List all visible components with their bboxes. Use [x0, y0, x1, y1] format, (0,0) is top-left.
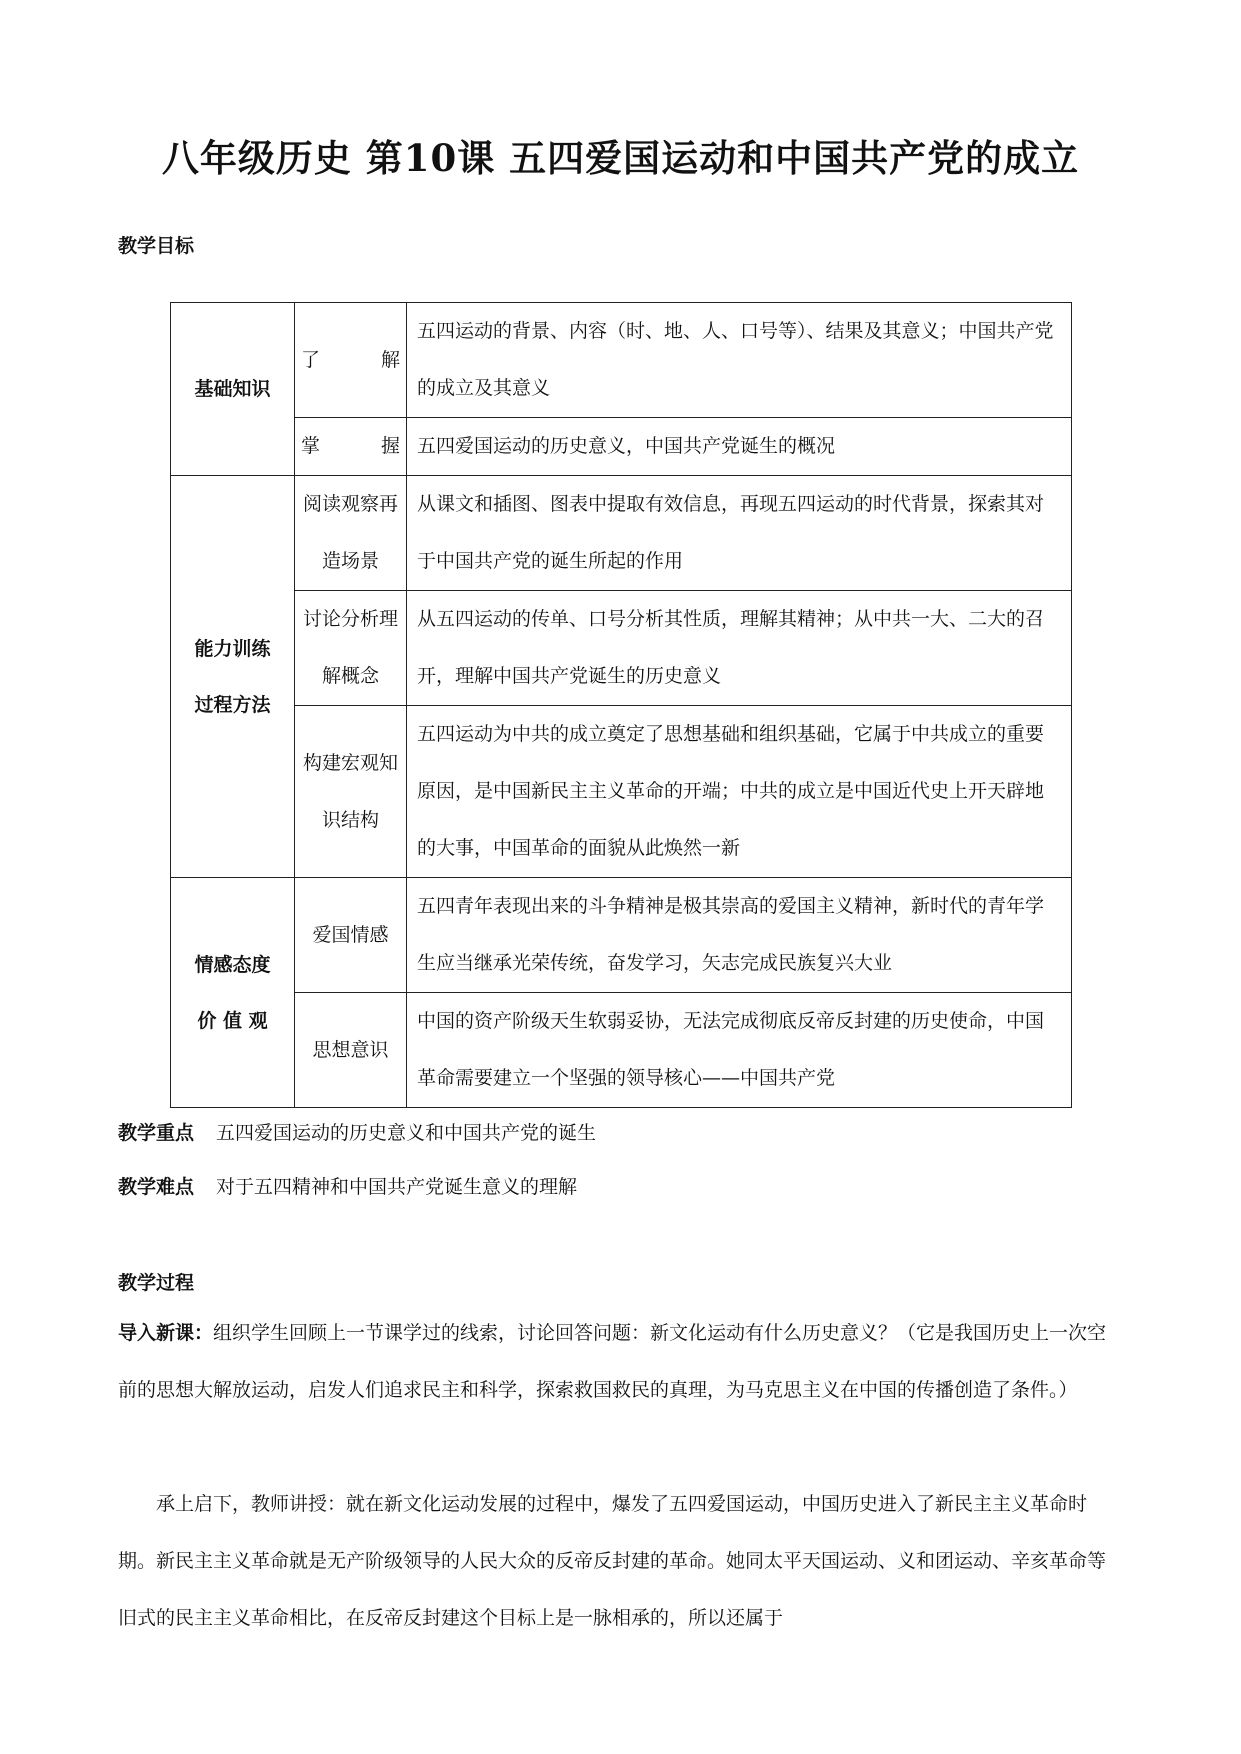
key-point — [118, 1118, 596, 1145]
objectives-heading: 教学目标 — [118, 235, 195, 257]
value-label: 思想意识 — [295, 993, 407, 1108]
category-line: 过程方法 — [194, 693, 271, 716]
table-row — [171, 476, 1072, 591]
level-label: 掌 握 — [295, 418, 407, 476]
objective-content: 中国的资产阶级天生软弱妥协，无法完成彻底反帝反封建的历史使命，中国革命需要建立一个坚强的领导核心——中国共产党 — [407, 993, 1072, 1108]
objective-content: 五四运动的背景、内容（时、地、人、口号等）、结果及其意义；中国共产党的成立及其意义 — [407, 303, 1072, 418]
page-title: 八年级历史 第10课 五四爱国运动和中国共产党的成立 — [161, 136, 1080, 180]
key-point-label: 教学重点 — [118, 1122, 195, 1144]
objective-content: 从五四运动的传单、口号分析其性质，理解其精神；从中共一大、二大的召开，理解中国共产党诞生的历史意义 — [407, 591, 1072, 706]
objective-content: 五四青年表现出来的斗争精神是极其崇高的爱国主义精神，新时代的青年学生应当继承光荣传统，奋发学习，矢志完成民族复兴大业 — [407, 878, 1072, 993]
transition-paragraph: 承上启下，教师讲授：就在新文化运动发展的过程中，爆发了五四爱国运动，中国历史进入了新民主主义革命时期。新民主主义革命就是无产阶级领导的人民大众的反帝反封建的革命。她同太平天国运动、义和团运动、辛亥革命等旧式的民主主义革命相比，在反帝反封建这个目标上是一脉相承的，所以还属于 — [118, 1493, 1107, 1629]
category-line: 情感态度 — [194, 953, 271, 976]
objective-content: 五四运动为中共的成立奠定了思想基础和组织基础，它属于中共成立的重要原因，是中国新民主主义革命的开端；中共的成立是中国近代史上开天辟地的大事，中国革命的面貌从此焕然一新 — [407, 706, 1072, 878]
skill-label: 阅读观察再造场景 — [295, 476, 407, 591]
category-emotion — [171, 878, 295, 1108]
level-label: 了 解 — [295, 303, 407, 418]
table-row — [171, 591, 1072, 706]
objective-content: 从课文和插图、图表中提取有效信息，再现五四运动的时代背景，探索其对于中国共产党的诞生所起的作用 — [407, 476, 1072, 591]
table-row — [171, 418, 1072, 476]
table-row — [171, 878, 1072, 993]
table-row — [171, 706, 1072, 878]
intro-paragraph — [118, 1305, 1123, 1419]
difficult-point-label: 教学难点 — [118, 1176, 195, 1198]
category-line: 价 值 观 — [197, 1009, 268, 1032]
difficult-point-text: 对于五四精神和中国共产党诞生意义的理解 — [216, 1176, 578, 1198]
table-row — [171, 993, 1072, 1108]
process-heading: 教学过程 — [118, 1272, 195, 1294]
skill-label: 讨论分析理解概念 — [295, 591, 407, 706]
intro-text: 组织学生回顾上一节课学过的线索，讨论回答问题：新文化运动有什么历史意义？（它是我国历史上一次空前的思想大解放运动，启发人们追求民主和科学，探索救国救民的真理，为马克思主义在中国的传播创造了条件。） — [118, 1322, 1107, 1401]
category-line: 能力训练 — [194, 637, 271, 660]
category-basic: 基础知识 — [171, 303, 295, 476]
key-point-text: 五四爱国运动的历史意义和中国共产党的诞生 — [216, 1122, 597, 1144]
objective-content: 五四爱国运动的历史意义，中国共产党诞生的概况 — [407, 418, 1072, 476]
value-label: 爱国情感 — [295, 878, 407, 993]
table-row — [171, 303, 1072, 418]
skill-label: 构建宏观知识结构 — [295, 706, 407, 878]
objectives-table — [170, 302, 1072, 1108]
intro-label: 导入新课： — [118, 1322, 214, 1344]
category-ability — [171, 476, 295, 878]
difficult-point — [118, 1172, 577, 1199]
